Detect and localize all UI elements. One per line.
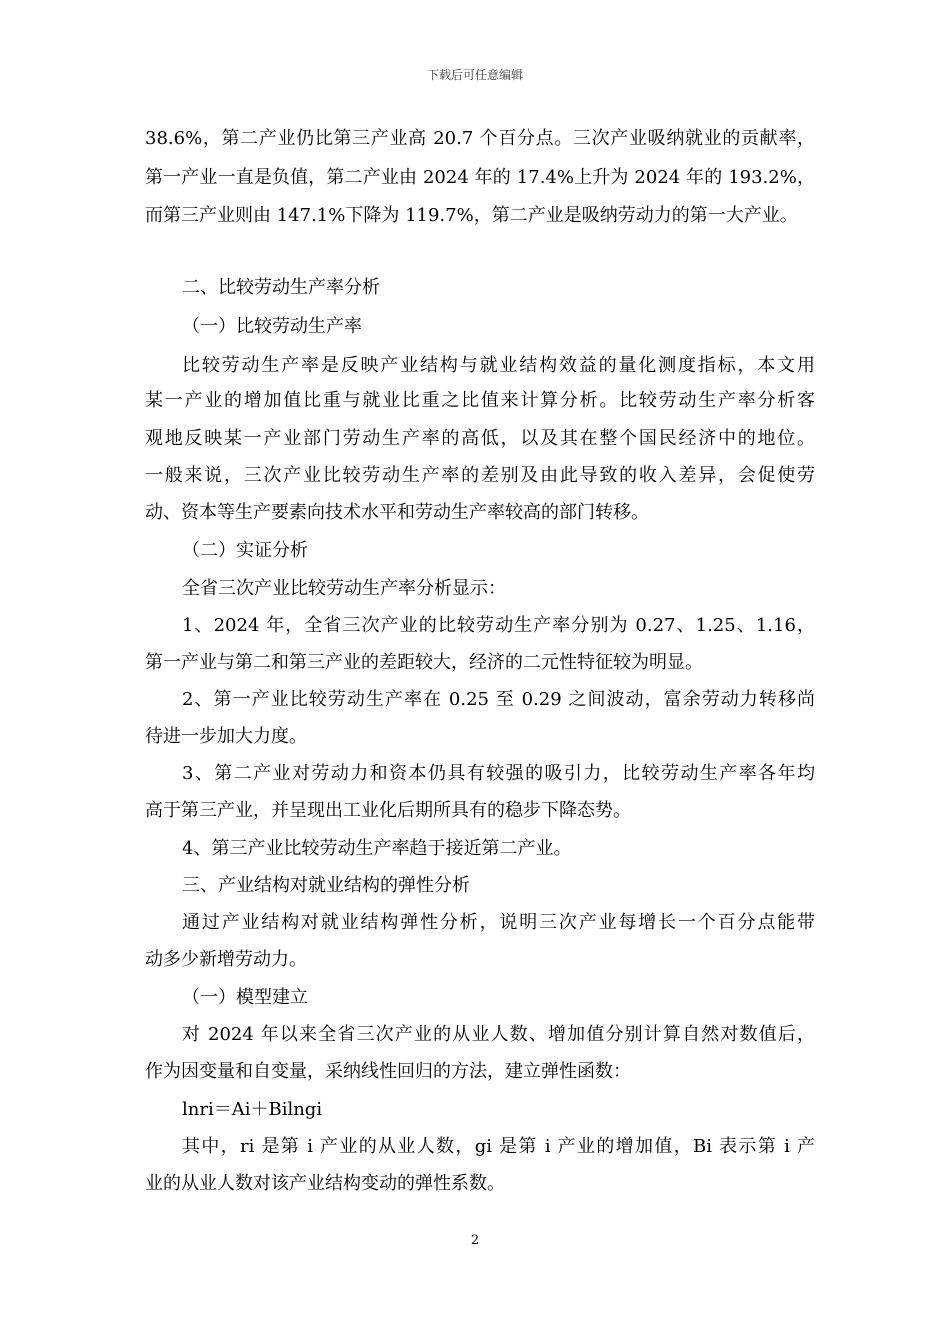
paragraph-line: 一般来说，三次产业比较劳动生产率的差别及由此导致的收入差异，会促使劳 bbox=[145, 465, 815, 486]
list-item-line: 3、第二产业对劳动力和资本仍具有较强的吸引力，比较劳动生产率各年均 bbox=[182, 763, 815, 784]
formula: lnri＝Ai＋Bilngi bbox=[182, 1099, 323, 1120]
list-item-line: 第一产业与第二和第三产业的差距较大，经济的二元性特征较为明显。 bbox=[145, 652, 703, 673]
list-item-line: 2、第一产业比较劳动生产率在 0.25 至 0.29 之间波动，富余劳动力转移尚 bbox=[182, 689, 815, 710]
subsection-heading: （二）实证分析 bbox=[182, 540, 308, 561]
list-item-line: 待进一步加大力度。 bbox=[145, 726, 307, 747]
section-heading: 三、产业结构对就业结构的弹性分析 bbox=[182, 875, 470, 896]
list-item-line: 4、第三产业比较劳动生产率趋于接近第二产业。 bbox=[182, 838, 572, 859]
paragraph-line: 动、资本等生产要素向技术水平和劳动生产率较高的部门转移。 bbox=[145, 502, 649, 523]
paragraph-line: 观地反映某一产业部门劳动生产率的高低，以及其在整个国民经济中的地位。 bbox=[145, 428, 815, 449]
paragraph-line: 动多少新增劳动力。 bbox=[145, 949, 307, 970]
paragraph-line: 某一产业的增加值比重与就业比重之比值来计算分析。比较劳动生产率分析客 bbox=[145, 390, 815, 411]
paragraph-line: 作为因变量和自变量，采纳线性回归的方法，建立弹性函数： bbox=[145, 1061, 631, 1082]
list-item-line: 高于第三产业，并呈现出工业化后期所具有的稳步下降态势。 bbox=[145, 800, 631, 821]
paragraph-line: 38.6%，第二产业仍比第三产业高 20.7 个百分点。三次产业吸纳就业的贡献率， bbox=[145, 128, 815, 149]
paragraph-line: 第一产业一直是负值，第二产业由 2024 年的 17.4%上升为 2024 年的 193.2%， bbox=[145, 167, 815, 188]
paragraph-line: 对 2024 年以来全省三次产业的从业人数、增加值分别计算自然对数值后， bbox=[182, 1024, 815, 1045]
page-header: 下载后可任意编辑 bbox=[426, 68, 523, 82]
subsection-heading: （一）模型建立 bbox=[182, 987, 308, 1008]
list-item-line: 1、2024 年，全省三次产业的比较劳动生产率分别为 0.27、1.25、1.16， bbox=[182, 615, 815, 636]
paragraph-line: 其中，ri 是第 i 产业的从业人数，gi 是第 i 产业的增加值，Bi 表示第 i 产 bbox=[182, 1136, 815, 1157]
page-number: 2 bbox=[470, 1233, 480, 1248]
subsection-heading: （一）比较劳动生产率 bbox=[182, 316, 362, 337]
paragraph-line: 而第三产业则由 147.1%下降为 119.7%，第二产业是吸纳劳动力的第一大产业。 bbox=[145, 205, 798, 226]
paragraph-line: 通过产业结构对就业结构弹性分析，说明三次产业每增长一个百分点能带 bbox=[182, 912, 815, 933]
paragraph-line: 比较劳动生产率是反映产业结构与就业结构效益的量化测度指标，本文用 bbox=[182, 355, 815, 376]
paragraph-line: 业的从业人数对该产业结构变动的弹性系数。 bbox=[145, 1173, 505, 1194]
paragraph-line: 全省三次产业比较劳动生产率分析显示： bbox=[182, 578, 506, 599]
section-heading: 二、比较劳动生产率分析 bbox=[182, 277, 380, 298]
